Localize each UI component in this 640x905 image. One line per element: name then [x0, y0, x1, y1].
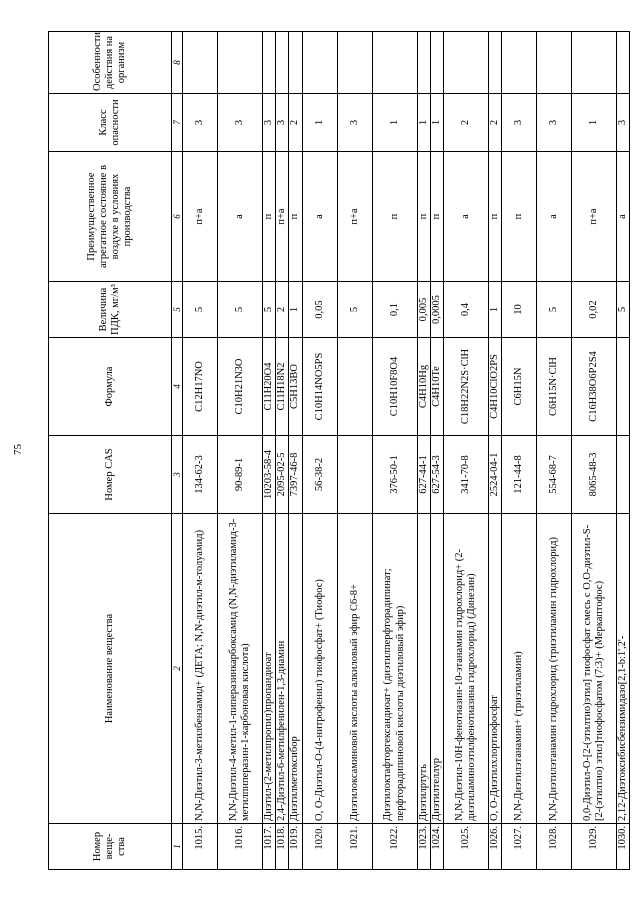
- pdk-value: 1: [488, 282, 501, 338]
- effect: [302, 32, 337, 94]
- header-class: Класс опасности: [49, 94, 172, 152]
- table-row: [263, 32, 276, 870]
- rotated-table-container: [48, 32, 628, 870]
- pdk-value: 0,05: [302, 282, 337, 338]
- aggregate-state: п: [289, 152, 302, 282]
- cas-number: 2095-02-5: [276, 436, 289, 514]
- pdk-value: 5: [616, 282, 629, 338]
- row-number: 1024.: [430, 824, 443, 870]
- column-number: 8: [172, 32, 183, 94]
- pdk-value: 5: [536, 282, 571, 338]
- table-row: [337, 32, 372, 870]
- table-row: [183, 32, 218, 870]
- cas-number: [616, 436, 629, 514]
- substances-table: [48, 31, 630, 870]
- cas-number: [337, 436, 372, 514]
- table-row: [430, 32, 443, 870]
- aggregate-state: п: [488, 152, 501, 282]
- hazard-class: 3: [276, 94, 289, 152]
- column-number: 4: [172, 338, 183, 436]
- row-number: 1020.: [302, 824, 337, 870]
- cas-number: 627-54-3: [430, 436, 443, 514]
- pdk-value: 0,0005: [430, 282, 443, 338]
- effect: [289, 32, 302, 94]
- page-number: 75: [12, 444, 24, 455]
- table-row: [616, 32, 629, 870]
- substance-name: Диэтилоксаминовой кислоты алкиловый эфир С6-8+: [337, 514, 372, 824]
- effect: [263, 32, 276, 94]
- cas-number: 554-68-7: [536, 436, 571, 514]
- table-row: [218, 32, 263, 870]
- effect: [443, 32, 488, 94]
- hazard-class: 3: [337, 94, 372, 152]
- header-number: Номер веще-ства: [49, 824, 172, 870]
- row-number: 1015.: [183, 824, 218, 870]
- pdk-value: 5: [218, 282, 263, 338]
- column-number: 2: [172, 514, 183, 824]
- formula: C6H15N·ClH: [536, 338, 571, 436]
- row-number: 1030.: [616, 824, 629, 870]
- row-number: 1023.: [417, 824, 430, 870]
- aggregate-state: п+а: [183, 152, 218, 282]
- aggregate-state: а: [302, 152, 337, 282]
- effect: [276, 32, 289, 94]
- cas-number: 134-62-3: [183, 436, 218, 514]
- cas-number: 121-44-8: [501, 436, 536, 514]
- substance-name: О, О-Диэтил-О-(4-нитрофенил) тиофосфат+ (Тиофос): [302, 514, 337, 824]
- substance-name: О, О-Диэтилхлортиофосфат: [488, 514, 501, 824]
- table-row: [289, 32, 302, 870]
- header-pdk: Величина ПДК, мг/м³: [49, 282, 172, 338]
- column-number-row: [172, 32, 183, 870]
- substance-name: 0,0-Диэтил-О-[2-(этилтио)этил] тиофосфат смесь с О,О-диэтил-S-[2-(этилтио) этил]тиофосфатом (7:3)+ (Меркаптофос): [571, 514, 616, 824]
- row-number: 1019.: [289, 824, 302, 870]
- formula: C11H18N2: [276, 338, 289, 436]
- effect: [536, 32, 571, 94]
- row-number: 1021.: [337, 824, 372, 870]
- hazard-class: 1: [372, 94, 417, 152]
- substance-name: N,N-Диэтилэтанамин гидрохлорид (триэтиламин гидрохлорид): [536, 514, 571, 824]
- cas-number: 627-44-1: [417, 436, 430, 514]
- pdk-value: 0,02: [571, 282, 616, 338]
- formula: C10H10F8O4: [372, 338, 417, 436]
- hazard-class: 2: [289, 94, 302, 152]
- table-row: [501, 32, 536, 870]
- substance-name: Диэтилртуть: [417, 514, 430, 824]
- hazard-class: 2: [443, 94, 488, 152]
- cas-number: 2524-04-1: [488, 436, 501, 514]
- formula: C4H10ClO2PS: [488, 338, 501, 436]
- row-number: 1027.: [501, 824, 536, 870]
- hazard-class: 3: [501, 94, 536, 152]
- pdk-value: 10: [501, 282, 536, 338]
- substance-name: Диэтилоктафторгександиоат+ (диэтилперфторадипинат; перфторадипиновой кислоты диэтиловый эфир): [372, 514, 417, 824]
- aggregate-state: а: [218, 152, 263, 282]
- formula: C4H10Hg: [417, 338, 430, 436]
- substance-name: 2,4-Диэтил-6-метилфенилен-1,3-диамин: [276, 514, 289, 824]
- effect: [218, 32, 263, 94]
- effect: [571, 32, 616, 94]
- header-row: [49, 32, 172, 870]
- substance-name: N,N-Диэтил-10Н-фенотиазин-10-этанамин гидрохлорид+ (2-диэтиламиноэтилфенотиазина гидрохлорид) (Динезин): [443, 514, 488, 824]
- substance-name: Диэтил-(2-метилпропил)пропандиоат: [263, 514, 276, 824]
- pdk-value: 0,005: [417, 282, 430, 338]
- pdk-value: 0,1: [372, 282, 417, 338]
- table-row: [417, 32, 430, 870]
- row-number: 1018.: [276, 824, 289, 870]
- row-number: 1028.: [536, 824, 571, 870]
- header-effect: Особенности действия на организм: [49, 32, 172, 94]
- hazard-class: 1: [417, 94, 430, 152]
- formula: C18H22N2S·ClH: [443, 338, 488, 436]
- pdk-value: 1: [289, 282, 302, 338]
- row-number: 1025.: [443, 824, 488, 870]
- column-number: 1: [172, 824, 183, 870]
- row-number: 1016.: [218, 824, 263, 870]
- row-number: 1029.: [571, 824, 616, 870]
- aggregate-state: п+а: [337, 152, 372, 282]
- cas-number: 341-70-8: [443, 436, 488, 514]
- effect: [488, 32, 501, 94]
- aggregate-state: п+а: [276, 152, 289, 282]
- effect: [616, 32, 629, 94]
- formula: C12H17NO: [183, 338, 218, 436]
- formula: C11H20O4: [263, 338, 276, 436]
- effect: [417, 32, 430, 94]
- header-state: Преимущественное агрегатное состояние в воздухе в условиях производства: [49, 152, 172, 282]
- substance-name: N,N-Диэтил-4-метил-1-пиперазинкарбоксамид (N,N-диэтиламид-3-метилпиперазин-1-карбоновая кислота): [218, 514, 263, 824]
- table-row: [372, 32, 417, 870]
- formula: C10H21N3O: [218, 338, 263, 436]
- hazard-class: 3: [218, 94, 263, 152]
- cas-number: 90-89-1: [218, 436, 263, 514]
- pdk-value: 2: [276, 282, 289, 338]
- cas-number: 7397-46-8: [289, 436, 302, 514]
- substance-name: N,N-Диэтил-3-метилбензамид+ (ДЕТА; N,N-диэтил-м-толуамид): [183, 514, 218, 824]
- cas-number: 8065-48-3: [571, 436, 616, 514]
- aggregate-state: п: [372, 152, 417, 282]
- column-number: 6: [172, 152, 183, 282]
- formula: C5H13BO: [289, 338, 302, 436]
- hazard-class: 1: [302, 94, 337, 152]
- formula: [337, 338, 372, 436]
- effect: [337, 32, 372, 94]
- header-cas: Номер CAS: [49, 436, 172, 514]
- row-number: 1017.: [263, 824, 276, 870]
- effect: [501, 32, 536, 94]
- pdk-value: 5: [263, 282, 276, 338]
- aggregate-state: а: [616, 152, 629, 282]
- effect: [430, 32, 443, 94]
- formula: C16H38O6P2S4: [571, 338, 616, 436]
- substance-name: N,N-Диэтилэтанамин+ (триэтиламин): [501, 514, 536, 824]
- cas-number: 376-50-1: [372, 436, 417, 514]
- column-number: 3: [172, 436, 183, 514]
- substance-name: Диэтилметоксибор: [289, 514, 302, 824]
- aggregate-state: п: [263, 152, 276, 282]
- row-number: 1022.: [372, 824, 417, 870]
- table-row: [443, 32, 488, 870]
- formula: C10H14NO5PS: [302, 338, 337, 436]
- column-number: 5: [172, 282, 183, 338]
- table-row: [488, 32, 501, 870]
- table-row: [571, 32, 616, 870]
- aggregate-state: п: [501, 152, 536, 282]
- row-number: 1026.: [488, 824, 501, 870]
- hazard-class: 1: [571, 94, 616, 152]
- cas-number: 56-38-2: [302, 436, 337, 514]
- effect: [183, 32, 218, 94]
- pdk-value: 0,4: [443, 282, 488, 338]
- substance-name: Диэтилтеллур: [430, 514, 443, 824]
- header-formula: Формула: [49, 338, 172, 436]
- formula: C4H10Te: [430, 338, 443, 436]
- hazard-class: 2: [488, 94, 501, 152]
- table-row: [276, 32, 289, 870]
- hazard-class: 3: [536, 94, 571, 152]
- cas-number: 10203-58-4: [263, 436, 276, 514]
- aggregate-state: п: [417, 152, 430, 282]
- effect: [372, 32, 417, 94]
- aggregate-state: а: [536, 152, 571, 282]
- hazard-class: 3: [183, 94, 218, 152]
- column-number: 7: [172, 94, 183, 152]
- hazard-class: 3: [263, 94, 276, 152]
- header-name: Наименование вещества: [49, 514, 172, 824]
- aggregate-state: п+а: [571, 152, 616, 282]
- aggregate-state: а: [443, 152, 488, 282]
- table-row: [302, 32, 337, 870]
- pdk-value: 5: [337, 282, 372, 338]
- substance-name: 2,12-Диэтоксибисбензимидазо[2,1-b:1',2'-: [616, 514, 629, 824]
- aggregate-state: п: [430, 152, 443, 282]
- formula: [616, 338, 629, 436]
- hazard-class: 1: [430, 94, 443, 152]
- formula: C6H15N: [501, 338, 536, 436]
- hazard-class: 3: [616, 94, 629, 152]
- table-row: [536, 32, 571, 870]
- pdk-value: 5: [183, 282, 218, 338]
